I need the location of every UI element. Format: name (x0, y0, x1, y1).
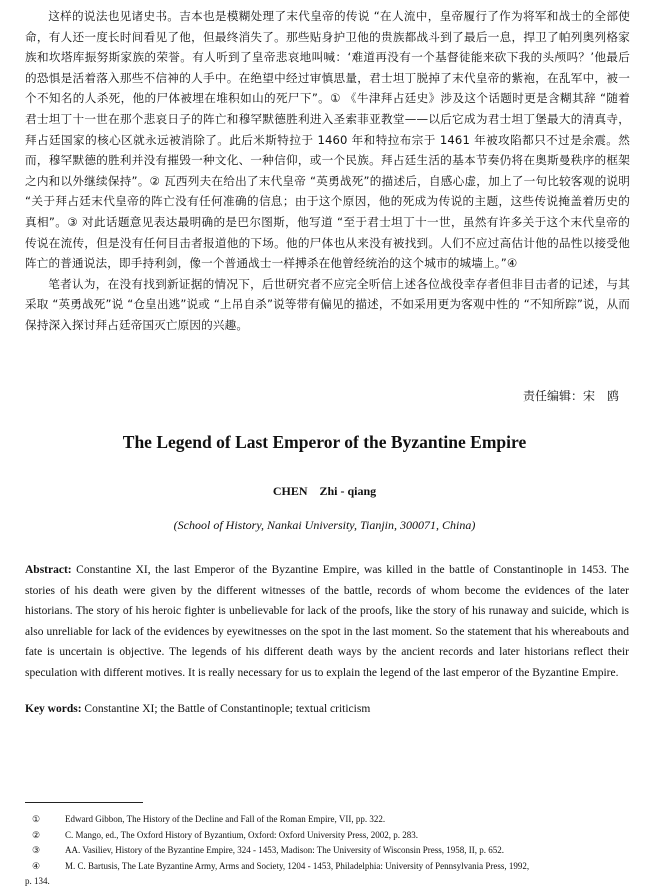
keywords-label: Key words: (25, 703, 82, 715)
footnote-number: ③ (32, 845, 41, 855)
footnote-continuation: p. 134. (25, 876, 50, 886)
footnote-item (25, 843, 629, 859)
abstract (25, 560, 629, 684)
footnote-divider (25, 802, 143, 803)
footnote-text: AA. Vasiliev, History of the Byzantine Empire, 324 - 1453, Madison: The University of Wisconsin Press, 1958, II, p. 652. (65, 845, 505, 855)
abstract-text: Constantine XI, the last Emperor of the Byzantine Empire, was killed in the battle of Constantinople in 1453. The stories of his death were given by the different witnesses of the battle, records of whom become the evidences of the later historians. The story of his heroic fighter is unbelievable for lack of the proofs, like the story of his runaway and suicide, which is also unreliable for lack of the evidences by eyewitnesses on the spot in the last moment. So the statement that his whereabouts and fate is uncertain is objective. The legends of his different death ways by the ancient records and later historians reflect their speculation with different motives. It is really necessary for us to explain the legend of the last emperor of the Byzantine Empire. (25, 564, 630, 679)
footnote-item (25, 859, 629, 875)
abstract-label: Abstract: (25, 564, 72, 576)
keywords-text: Constantine XI; the Battle of Constantinople; textual criticism (84, 703, 371, 715)
chinese-paragraph-2: 笔者认为，在没有找到新证据的情况下，后世研究者不应完全听信上述各位战役幸存者但非目击者的记述，与其采取 “英勇战死”说 “仓皇出逃”说或 “上吊自杀”说等带有偏见的描述，不如采用更为客观中性的 “不知所踪”说，从而保持深入探讨拜占廷帝国灭亡原因的兴趣。 (25, 276, 630, 332)
author-affiliation: (School of History, Nankai University, Tianjin, 300071, China) (173, 518, 476, 532)
chinese-paragraph-1: 这样的说法也见诸史书。吉本也是模糊处理了末代皇帝的传说 “在人流中，皇帝履行了作为将军和战士的全部使命，有人还一度长时间看见了他，但最终消失了。那些贴身护卫他的贵族都战斗到了最后一息，捍卫了帕列奥列格家族和坎塔库振努斯家族的荣誉。有人听到了皇帝悲哀地叫喊：‘难道再没有一个基督徒能来砍下我的头颅吗？’他最后的恐惧是活着落入那些不信神的人手中。在绝望中经过审慎思量，君士坦丁脱掉了末代皇帝的紫袍，在乱军中，被一个不知名的人杀死，他的尸体被埋在堆积如山的死尸下”。① 《牛津拜占廷史》涉及这个话题时更是含糊其辞 “随着君士坦丁十一世在那个悲哀日子的阵亡和穆罕默德胜利进入圣索菲亚教堂——以后它成为君士坦丁堡最大的清真寺，拜占廷国家的核心区就永远被消除了。此后米斯特拉于 1460 年和特拉布宗于 1461 年被攻陷都只不过是余震。然而，穆罕默德的胜利并没有摧毁一种文化、一种信仰，或一个民族。拜占廷生活的基本节奏仍将在奥斯曼秩序的框架之内和以外继续保持”。② 瓦西列夫在给出了末代皇帝 “英勇战死”的描述后，自感心虚，加上了一句比较客观的说明 “关于拜占廷末代皇帝的阵亡没有任何准确的信息；由于这个原因，他的死成为传说的主题，这些传说掩盖着历史的真相”。③ 对此话题意见表达最明确的是巴尔图斯，他写道 “至于君士坦丁十一世，虽然有许多关于这个末代皇帝的传说在流传，但是没有任何目击者报道他的下场。他的尸体也从来没有被找到。人们不应过高估计他的品性以接受他阵亡的普通说法，即手持利剑，像一个普通战士一样搏杀在他曾经统治的这个城市的城墙上。”④ (25, 9, 630, 271)
footnote-number: ① (32, 814, 41, 824)
english-title: The Legend of Last Emperor of the Byzantine Empire (122, 432, 527, 452)
footnotes (25, 812, 629, 890)
keywords (25, 703, 629, 715)
responsible-editor: 责任编辑：宋 鸥 (522, 389, 619, 403)
footnote-item (25, 828, 629, 844)
footnote-text: C. Mango, ed., The Oxford History of Byzantium, Oxford: Oxford University Press, 2002, p. 283. (65, 829, 419, 840)
footnote-number: ④ (32, 860, 41, 871)
footnote-number: ② (32, 829, 41, 840)
footnote-text: Edward Gibbon, The History of the Decline and Fall of the Roman Empire, VII, pp. 322. (65, 814, 386, 824)
footnote-item (25, 812, 629, 828)
footnote-text: M. C. Bartusis, The Late Byzantine Army, Arms and Society, 1204 - 1453, Philadelphia: University of Pennsylvania Press, 1992, (65, 860, 530, 871)
chinese-body-text (25, 6, 630, 336)
author-name: CHEN Zhi - qiang (272, 484, 377, 498)
